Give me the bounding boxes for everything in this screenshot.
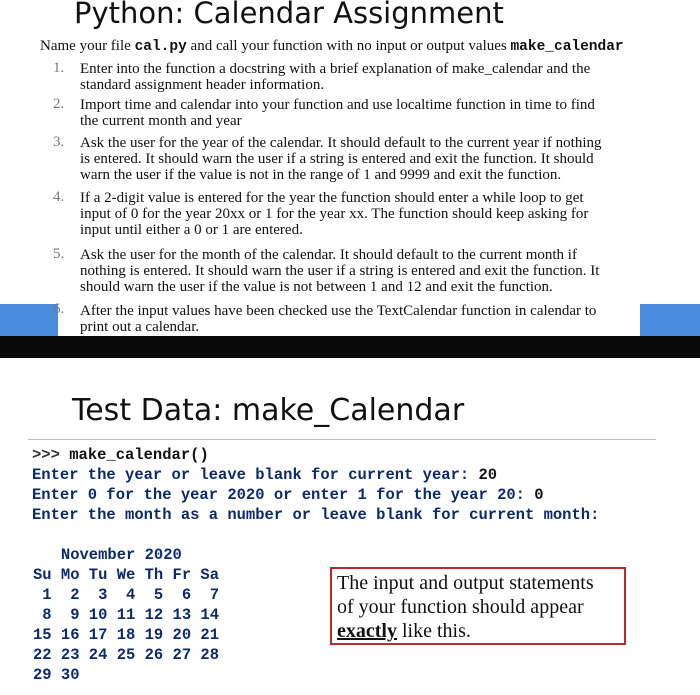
list-item-line: After the input values have been checked use the TextCalendar function in calendar to: [80, 303, 597, 319]
intro-text-start: Name your file: [40, 38, 135, 54]
century-prompt-line: [32, 486, 544, 504]
intro-filename: cal.py: [134, 39, 187, 55]
highlight-bar-right: [640, 304, 700, 336]
list-item-line: warn the user if the value is not in the range of 1 and 9999 and exit the function.: [80, 167, 562, 183]
list-item-number: 5.: [53, 246, 65, 262]
list-item-line: is entered. It should warn the user if a string is entered and exit the function. It should: [80, 151, 594, 167]
note-emphasis: exactly: [337, 620, 397, 642]
calendar-week-row: 1 2 3 4 5 6 7: [33, 586, 220, 604]
list-item-line: standard assignment header information.: [80, 77, 325, 93]
intro-function-name: make_calendar: [510, 39, 624, 55]
century-prompt-text: Enter 0 for the year 2020 or enter 1 for the year 20:: [32, 486, 535, 504]
list-item-line: If a 2-digit value is entered for the year the function should enter a while loop to get: [80, 190, 584, 206]
note-line: The input and output statements: [337, 572, 594, 594]
year-prompt-text: Enter the year or leave blank for current year:: [32, 466, 479, 484]
calendar-month-header: November 2020: [33, 546, 182, 564]
title-underline: [28, 439, 656, 440]
list-item-line: Import time and calendar into your function and use localtime function in time to find: [80, 97, 595, 113]
section-divider: [0, 336, 700, 358]
shell-prompt: >>>: [32, 446, 70, 464]
month-prompt-line: Enter the month as a number or leave blank for current month:: [32, 506, 600, 524]
list-item-line: input of 0 for the year 20xx or 1 for the year xx. The function should keep asking for: [80, 206, 589, 222]
list-item-number: 2.: [53, 96, 65, 112]
intro-text-middle: and call your function with no input or output values: [186, 38, 511, 54]
calendar-week-row: 15 16 17 18 19 20 21: [33, 626, 220, 644]
calendar-week-row: 29 30: [33, 666, 80, 684]
list-item-line: input until either a 0 or 1 are entered.: [80, 222, 303, 238]
shell-call-line: [32, 446, 209, 464]
highlight-bar-left: [0, 304, 58, 336]
intro-line: [40, 38, 700, 55]
calendar-week-row: 22 23 24 25 26 27 28: [33, 646, 220, 664]
assignment-title: Python: Calendar Assignment: [74, 0, 504, 30]
note-rest: like this.: [396, 620, 471, 642]
century-answer: 0: [534, 486, 544, 504]
list-item-number: 1.: [53, 60, 65, 76]
list-item-number: 6.: [53, 301, 65, 317]
note-line: of your function should appear: [337, 596, 584, 618]
calendar-week-row: 8 9 10 11 12 13 14: [33, 606, 220, 624]
year-answer: 20: [478, 466, 498, 484]
list-item-number: 4.: [53, 189, 65, 205]
function-call: make_calendar(): [69, 446, 209, 464]
list-item-line: Ask the user for the year of the calendar. It should default to the current year if nothing: [80, 135, 602, 151]
list-item-line: Ask the user for the month of the calendar. It should default to the current month if: [80, 247, 577, 263]
note-line: [337, 619, 619, 643]
year-prompt-line: [32, 466, 497, 484]
list-item-line: the current month and year: [80, 113, 242, 129]
list-item-line: Enter into the function a docstring with a brief explanation of make_calendar and the: [80, 61, 591, 77]
calendar-weekday-row: Su Mo Tu We Th Fr Sa: [33, 566, 220, 584]
list-item-line: nothing is entered. It should warn the user if a string is entered and exit the function. It: [80, 263, 600, 279]
test-data-title: Test Data: make_Calendar: [72, 393, 465, 428]
list-item-number: 3.: [53, 134, 65, 150]
note-box: [330, 567, 626, 645]
list-item-line: print out a calendar.: [80, 319, 200, 335]
list-item-line: should warn the user if the value is not between 1 and 12 and exit the function.: [80, 279, 553, 295]
